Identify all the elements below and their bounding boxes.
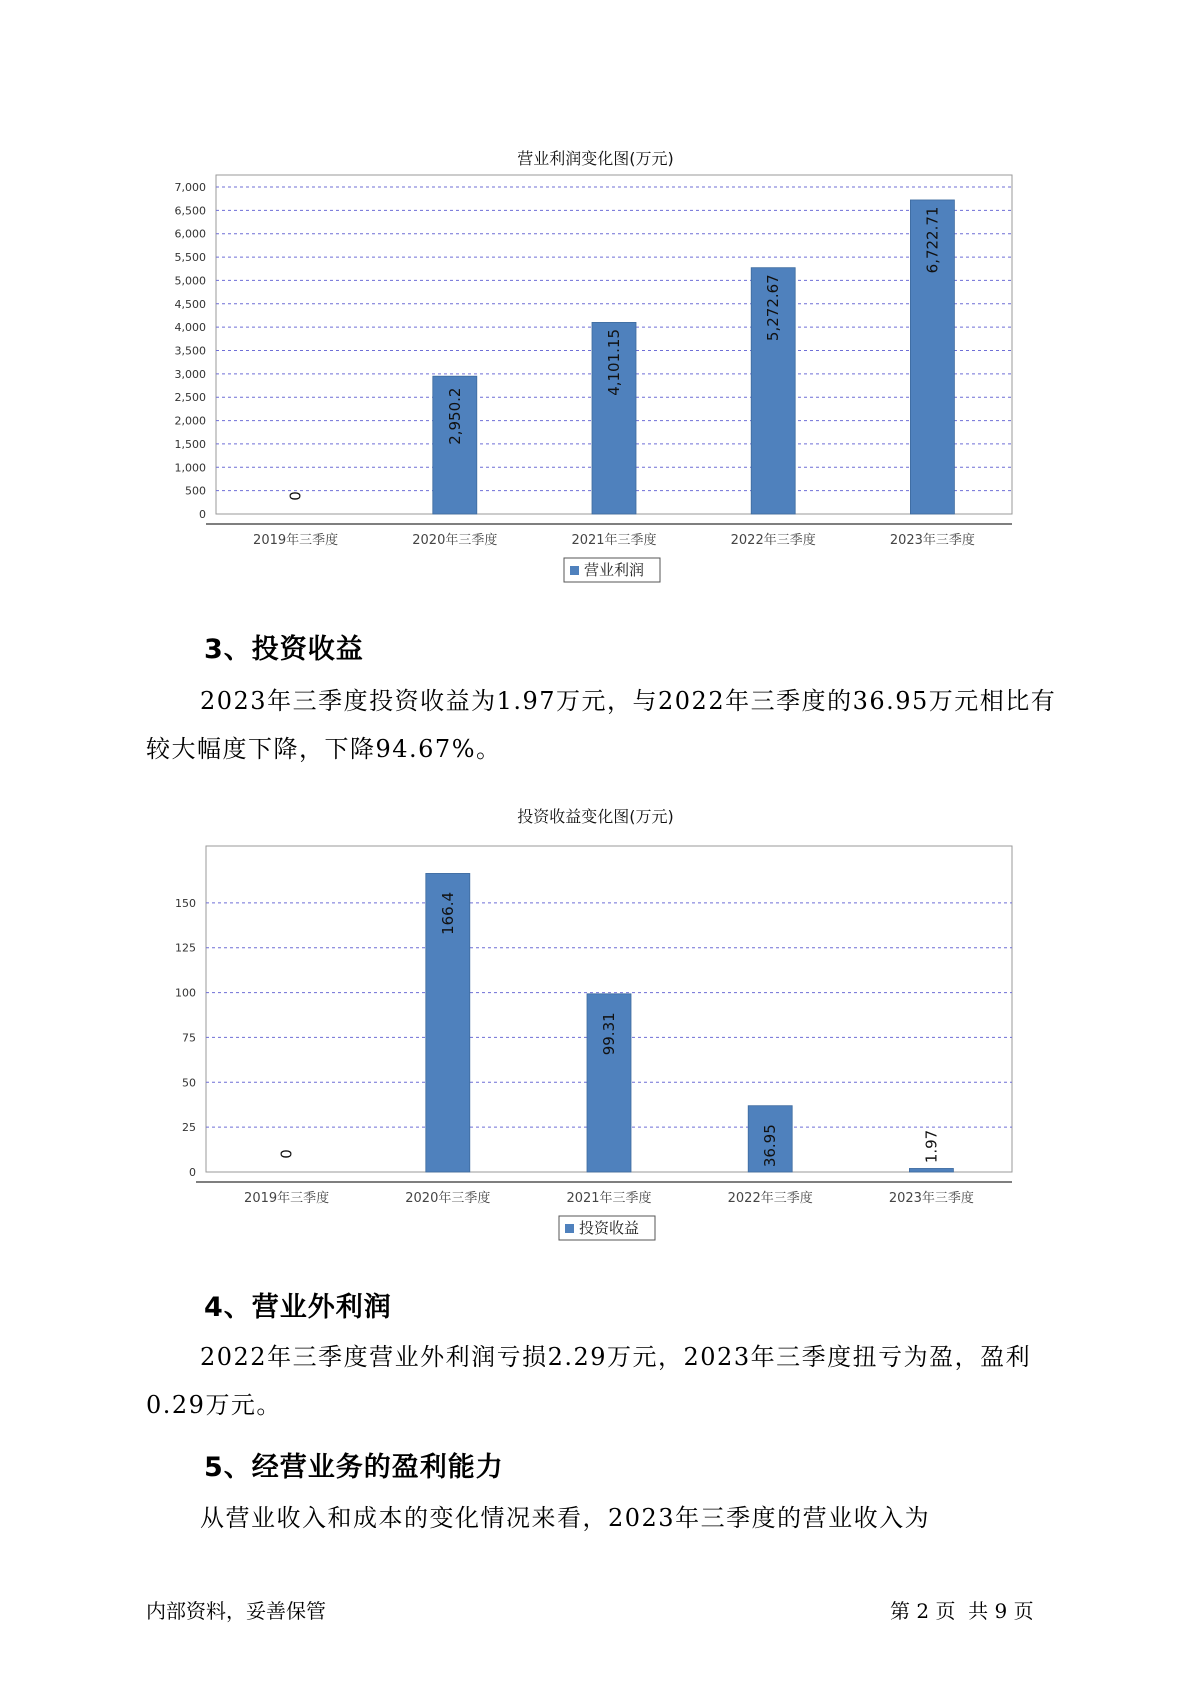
chart2-ytick-label: 75: [182, 1031, 196, 1045]
chart2-category-label: 2023年三季度: [888, 1191, 974, 1206]
chart2-ytick-label: 125: [175, 941, 196, 955]
chart1-ytick-label: 0: [199, 508, 206, 521]
chart1-legend: [564, 558, 660, 582]
chart1-ytick-label: 4,500: [174, 297, 206, 311]
chart1-ytick-label: 500: [185, 484, 206, 498]
chart1-ytick-label: 4,000: [174, 321, 206, 335]
chart1-category-label: 2019年三季度: [253, 533, 339, 548]
chart1-category-label: 2023年三季度: [889, 533, 975, 548]
chart1-ytick-label: 3,500: [174, 344, 206, 358]
chart1-ytick-label: 6,000: [174, 227, 206, 241]
chart1-ytick-label: 5,000: [174, 274, 206, 288]
chart2-data-label: 1.97: [922, 1129, 941, 1164]
chart2-category-label: 2022年三季度: [727, 1191, 813, 1206]
chart1-ytick-label: 5,500: [174, 251, 206, 265]
chart2-ytick-label: 100: [175, 986, 196, 1000]
chart1-data-label: 4,101.15: [605, 329, 623, 396]
chart1-data-label: 5,272.67: [764, 274, 783, 342]
chart1-ytick-label: 2,500: [174, 391, 206, 405]
chart2-ytick-label: 150: [175, 896, 196, 910]
chart2-category-label: 2019年三季度: [244, 1191, 330, 1206]
section4-heading: 4、营业外利润: [204, 1292, 392, 1323]
chart1-ytick-label: 3,000: [174, 367, 206, 381]
section3-heading: 3、投资收益: [204, 634, 364, 665]
section4-paragraph: 2022年三季度营业外利润亏损2.29万元，2023年三季度扭亏为盈，盈利0.29万元。: [146, 1343, 1032, 1419]
chart1-legend-swatch: [570, 566, 579, 575]
chart2-data-label: 36.95: [761, 1124, 780, 1168]
chart1-data-label: 6,722.71: [923, 206, 942, 274]
investment-income-chart: [0, 830, 1191, 1250]
chart2-data-label: 99.31: [600, 1012, 618, 1056]
chart1-category-label: 2022年三季度: [730, 533, 816, 548]
section3-paragraph: 2023年三季度投资收益为1.97万元，与2022年三季度的36.95万元相比有较大幅度下降，下降94.67%。: [146, 687, 1057, 763]
chart2-ytick-label: 0: [189, 1166, 196, 1179]
section5-heading: 5、经营业务的盈利能力: [204, 1452, 504, 1483]
chart2-category-label: 2020年三季度: [405, 1191, 491, 1206]
section5-paragraph: 从营业收入和成本的变化情况来看，2023年三季度的营业收入为: [200, 1504, 931, 1532]
chart1-ytick-label: 7,000: [174, 181, 206, 194]
chart1-ytick-label: 2,000: [174, 414, 206, 428]
chart2-data-label: 166.4: [438, 891, 457, 935]
chart2-ytick-label: 50: [182, 1076, 196, 1090]
chart1-ytick-label: 1,000: [174, 461, 206, 475]
chart1-legend-label: 营业利润: [584, 561, 645, 579]
chart2-title: 投资收益变化图(万元): [517, 807, 674, 826]
chart2-bar: [909, 1168, 953, 1172]
footer-note: 内部资料，妥善保管: [146, 1599, 326, 1623]
chart1-category-label: 2020年三季度: [412, 533, 498, 548]
chart1-ytick-label: 6,500: [174, 204, 206, 218]
chart1-data-label: 0: [286, 491, 305, 501]
chart2-category-label: 2021年三季度: [566, 1191, 652, 1206]
chart2-ytick-label: 25: [182, 1121, 196, 1135]
chart2-legend: [559, 1216, 655, 1240]
chart1-title: 营业利润变化图(万元): [517, 149, 674, 168]
chart1-ytick-label: 1,500: [174, 437, 206, 451]
chart2-legend-swatch: [565, 1224, 574, 1233]
chart1-data-label: 2,950.2: [445, 387, 464, 445]
operating-profit-chart: [0, 170, 1191, 590]
page-number: 第 2 页 共 9 页: [890, 1599, 1034, 1623]
chart2-legend-label: 投资收益: [579, 1219, 640, 1237]
chart2-data-label: 0: [277, 1149, 296, 1159]
chart1-category-label: 2021年三季度: [571, 533, 657, 548]
